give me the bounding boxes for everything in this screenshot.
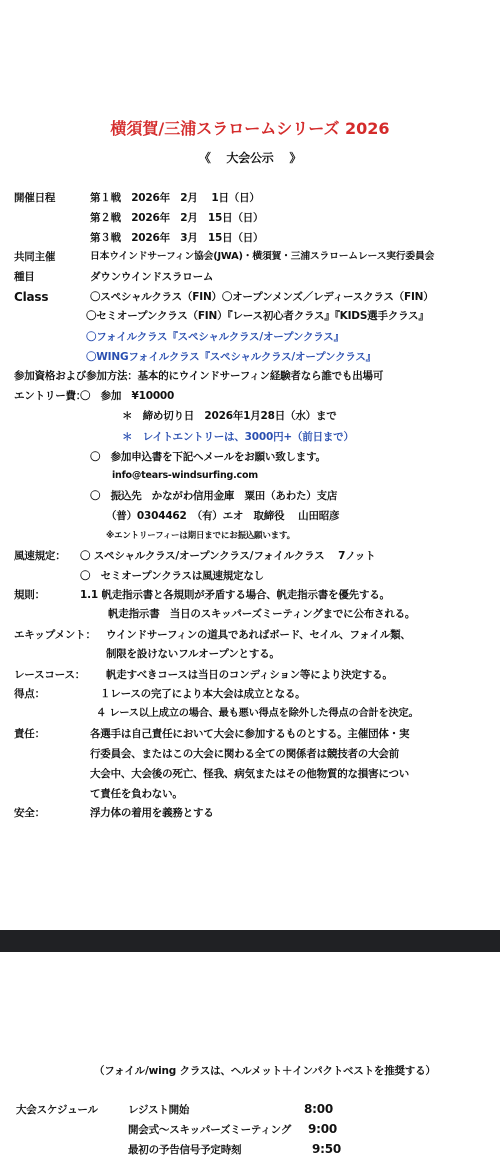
equipment-line-2: 制限を設けないフルオープンとする。 [106, 648, 280, 660]
course-value: 帆走すべきコースは当日のコンディション等により決定する。 [106, 669, 393, 681]
class-line-2: 〇セミオープンクラス（FIN）『レース初心者クラス』『KIDS選手クラス』 [86, 310, 429, 322]
course-label: レースコース： [14, 669, 86, 681]
entry-deadline: ＊ 締め切り日 2026年1月28日（水）まで [122, 410, 337, 422]
rules-line-1: 1.1 帆走指示書と各規則が矛盾する場合、帆走指示書を優先する。 [80, 589, 390, 601]
entry-email: info@tears-windsurfing.com [112, 470, 258, 481]
scoring-line-2: ４ レース以上成立の場合、最も悪い得点を除外した得点の合計を決定。 [96, 708, 419, 719]
rules-label: 規則： [14, 589, 45, 601]
safety-value: 浮力体の着用を義務とする [90, 807, 214, 819]
schedule-row-3: 第３戦 2026年 3月 15日（日） [90, 232, 264, 244]
scoring-line-1: １レースの完了により本大会は成立となる。 [100, 688, 306, 700]
entry-fee: 〇 参加 ¥10000 [80, 390, 175, 402]
eligibility-text: 参加資格および参加方法：基本的にウインドサーフィン経験者なら誰でも出場可 [14, 370, 384, 382]
event-label: 種目 [14, 271, 35, 283]
schedule-item-time: 8:00 [304, 1102, 334, 1116]
wind-line-2: 〇 セミオープンクラスは風速規定なし [80, 570, 264, 582]
entry-account: （普）0304462 （有）エオ 取締役 山田昭彦 [106, 510, 340, 522]
schedule-item-time: 9:00 [308, 1122, 338, 1136]
class-label: Class [14, 290, 49, 304]
wind-label: 風速規定： [14, 550, 66, 562]
class-line-1: 〇スペシャルクラス（FIN）〇オープンメンズ／レディースクラス（FIN） [90, 291, 434, 303]
wind-line-1: 〇 スペシャルクラス/オープンクラス/フォイルクラス 7ノット [80, 550, 376, 562]
class-line-3: 〇フォイルクラス『スペシャルクラス/オープンクラス』 [86, 331, 344, 343]
page-title: 横須賀/三浦スラロームシリーズ 2026 [110, 119, 390, 138]
helmet-note: （フォイル/wing クラスは、ヘルメット＋インパクトベストを推奨する） [94, 1065, 436, 1077]
organizer-value: 日本ウインドサーフィン協会(JWA)・横須賀・三浦スラロームレース実行委員会 [90, 251, 435, 262]
equipment-line-1: ウインドサーフィンの道具であればボード、セイル、フォイル類、 [106, 629, 411, 641]
schedule-item-time: 9:50 [312, 1142, 342, 1156]
schedule-item-name: レジスト開始 [128, 1104, 190, 1116]
liability-line-1: 各選手は自己責任において大会に参加するものとする。主催団体・実 [90, 728, 410, 740]
event-schedule-label: 大会スケジュール [16, 1104, 98, 1116]
document-page-2 [0, 952, 500, 1166]
organizer-label: 共同主催 [14, 251, 56, 263]
scoring-label: 得点： [14, 688, 45, 700]
page-subtitle: 《 大会公示 》 [198, 151, 302, 165]
rules-line-2: 帆走指示書 当日のスキッパーズミーティングまでに公布される。 [108, 608, 416, 620]
entry-apply: 〇 参加申込書を下記へメールをお願い致します。 [90, 451, 326, 463]
class-line-4: 〇WINGフォイルクラス『スペシャルクラス/オープンクラス』 [86, 351, 376, 363]
schedule-row-2: 第２戦 2026年 2月 15日（日） [90, 212, 264, 224]
page-divider [0, 930, 500, 952]
schedule-label: 開催日程 [14, 192, 56, 204]
schedule-item-name: 最初の予告信号予定時刻 [128, 1144, 242, 1156]
liability-label: 責任： [14, 728, 45, 740]
liability-line-2: 行委員会、またはこの大会に関わる全ての関係者は競技者の大会前 [90, 748, 399, 760]
safety-label: 安全： [14, 807, 45, 819]
liability-line-4: て責任を負わない。 [90, 788, 183, 800]
entry-bank: 〇 振込先 かながわ信用金庫 粟田（あわた）支店 [90, 490, 338, 502]
entry-late: ＊ レイトエントリーは、3000円+（前日まで） [122, 431, 354, 443]
event-value: ダウンウインドスラローム [90, 271, 214, 283]
entry-label: エントリー費： [14, 390, 87, 402]
schedule-item-name: 開会式～スキッパーズミーティング [128, 1124, 292, 1136]
equipment-label: エキップメント： [14, 629, 96, 641]
liability-line-3: 大会中、大会後の死亡、怪我、病気またはその他物質的な損害につい [90, 768, 410, 780]
entry-note: ※エントリーフィーは期日までにお振込願います。 [106, 531, 295, 541]
schedule-row-1: 第１戦 2026年 2月 1日（日） [90, 192, 260, 204]
